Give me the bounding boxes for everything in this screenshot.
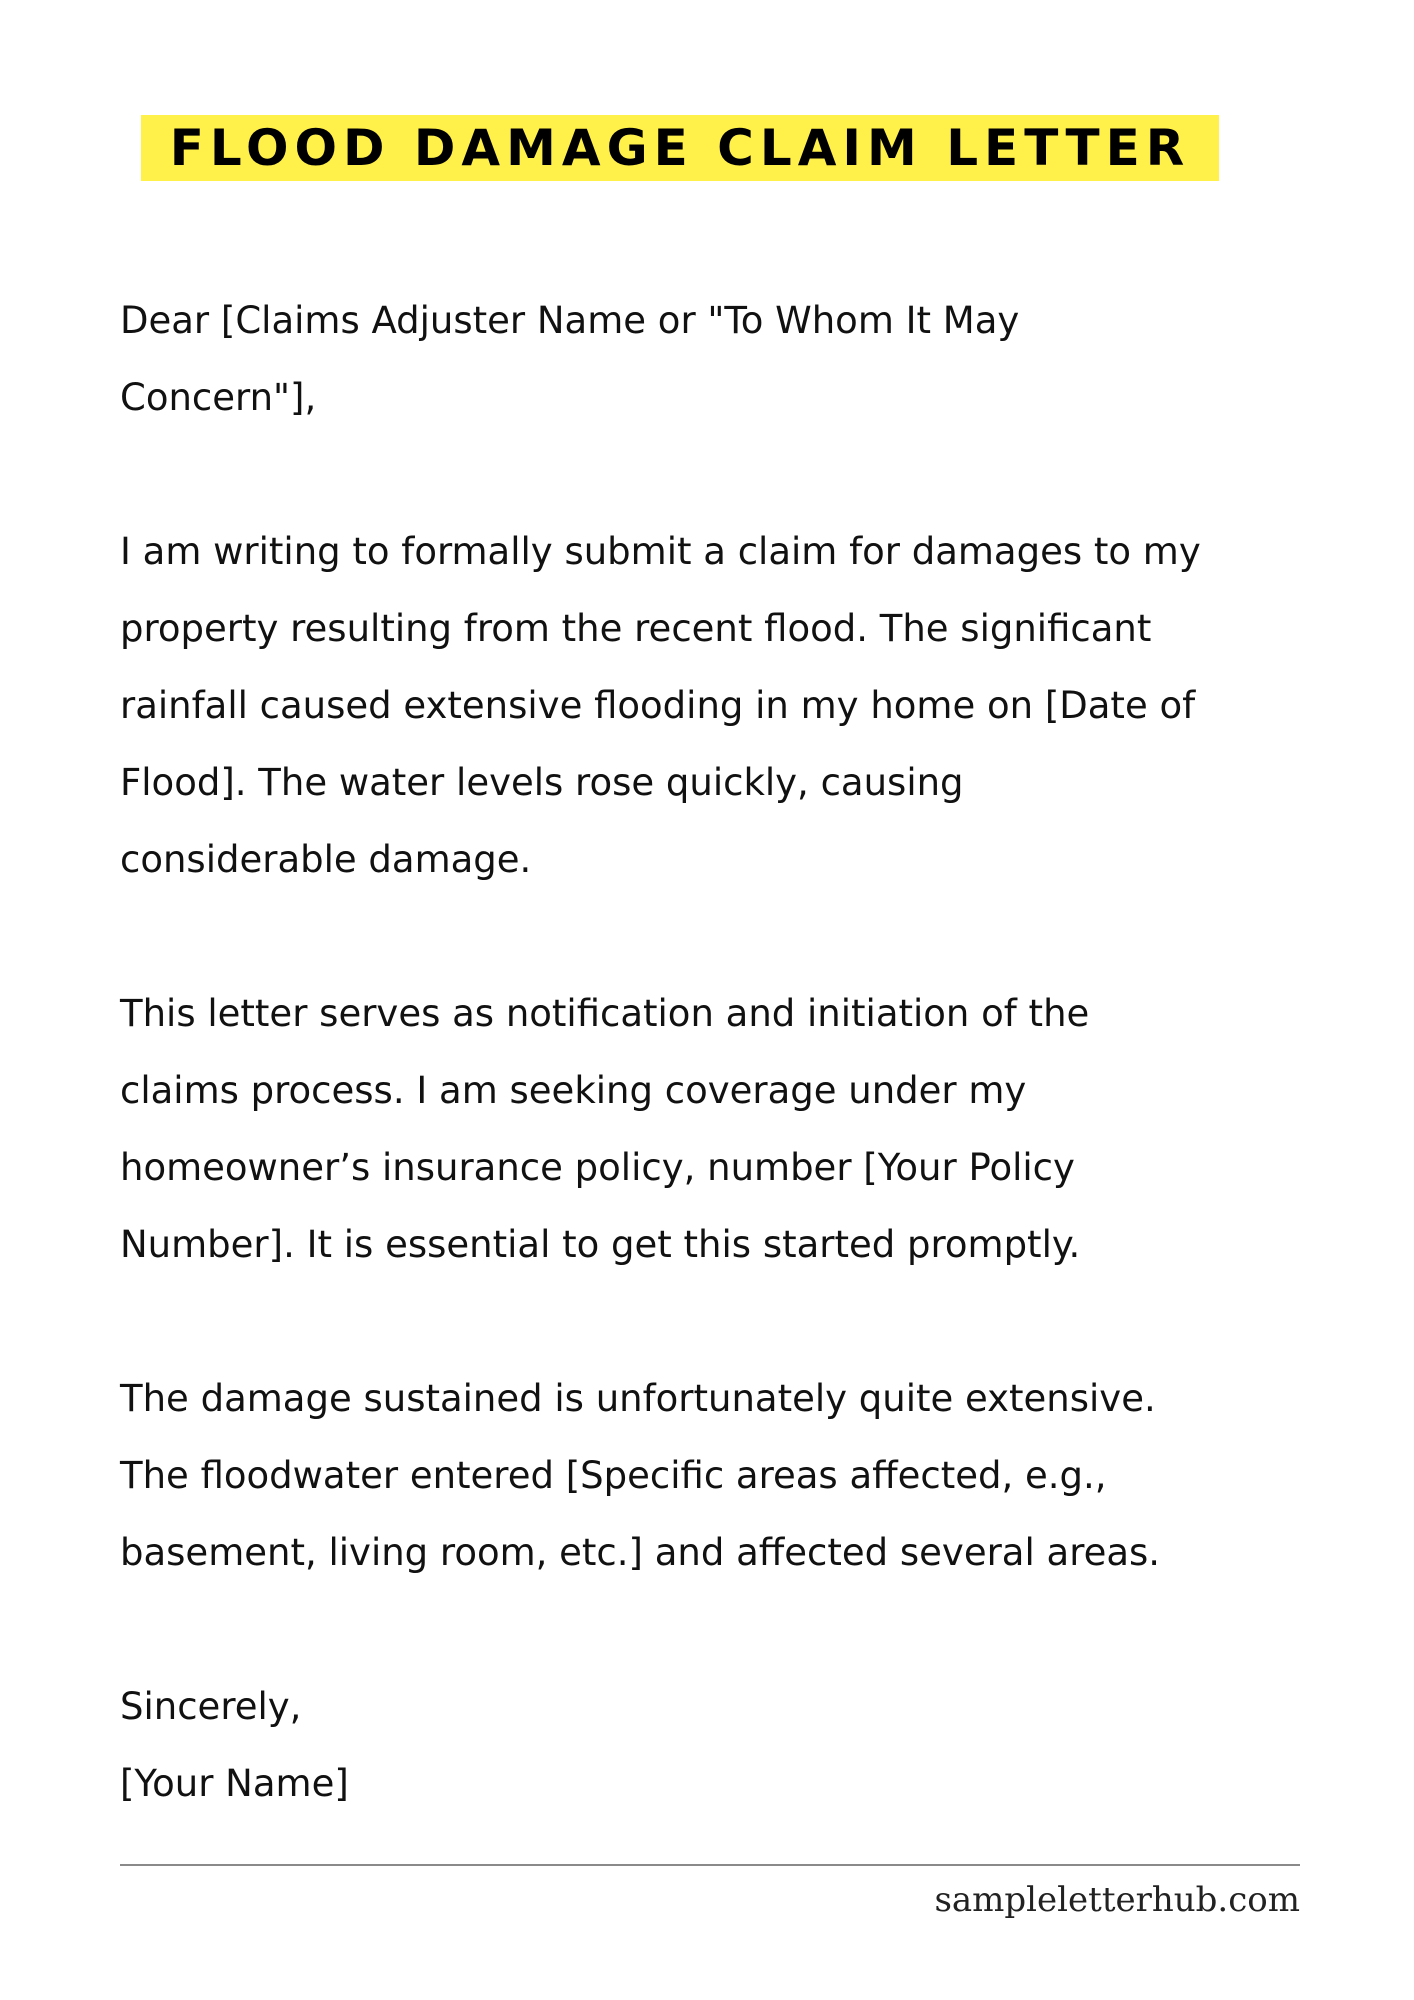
paragraph-2: This letter serves as notification and initiation of the claims process. I am seeking coverage under my homeowner’s insurance policy, number [Your Policy Number]. It is essential to get this started promptly. [120, 992, 1090, 1266]
footer-site: sampleletterhub.com [934, 1880, 1300, 1920]
salutation: Dear [Claims Adjuster Name or "To Whom It May Concern"], [120, 299, 1020, 419]
title-highlight [141, 115, 1219, 181]
closing-signature: Sincerely, [Your Name] [120, 1685, 349, 1805]
paragraph-1: I am writing to formally submit a claim for damages to my property resulting from the recent flood. The significant rainfall caused extensive flooding in my home on [Date of Flood]. The water levels rose quickly, causing considerable damage. [120, 530, 1201, 881]
paragraph-3: The damage sustained is unfortunately quite extensive. The floodwater entered [Specific areas affected, e.g., basement, living room, etc.] and affected several areas. [120, 1377, 1161, 1574]
document-title: FLOOD DAMAGE CLAIM LETTER [169, 119, 1191, 177]
letter-body [120, 282, 1370, 1822]
footer-divider [120, 1864, 1300, 1866]
